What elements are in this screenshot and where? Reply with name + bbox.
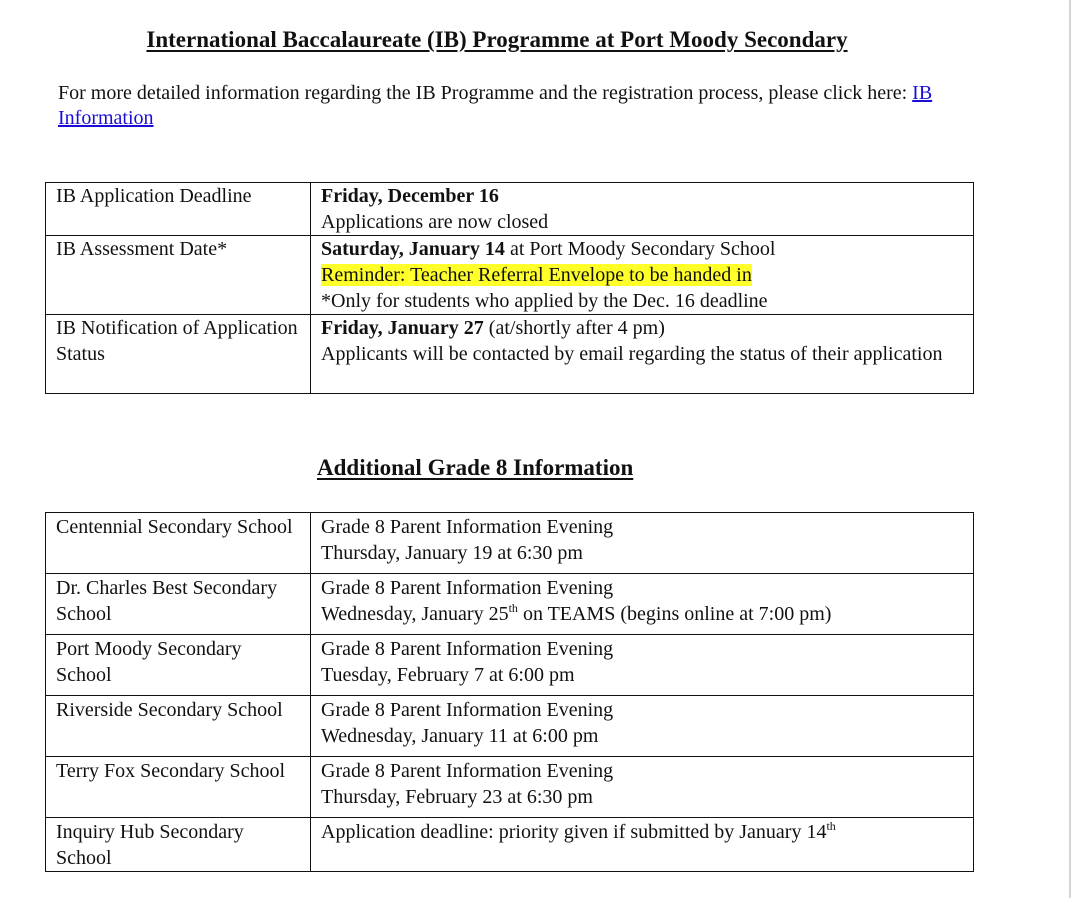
section-title: Additional Grade 8 Information [317, 455, 634, 480]
row-label: IB Assessment Date* [46, 236, 311, 315]
notification-date: Friday, January 27 [321, 317, 484, 339]
event-details [311, 574, 974, 635]
event-date: Wednesday, January 25 [321, 603, 509, 625]
school-name: Dr. Charles Best Secondary School [46, 574, 311, 635]
assessment-location: at Port Moody Secondary School [504, 238, 776, 260]
event-time: Tuesday, February 7 at 6:00 pm [321, 664, 575, 686]
application-deadline: Application deadline: priority given if submitted by January 14 [321, 821, 827, 843]
grade8-info-table [45, 512, 974, 872]
event-time [321, 603, 831, 625]
intro-text: For more detailed information regarding the IB Programme and the registration process, please click here: [58, 82, 908, 104]
ib-dates-table [45, 182, 974, 394]
event-details [311, 757, 974, 818]
table-row [46, 574, 974, 635]
ib-information-link[interactable]: IB Information [58, 82, 933, 129]
school-name: Terry Fox Secondary School [46, 757, 311, 818]
event-details [311, 818, 974, 872]
event-name: Grade 8 Parent Information Evening [321, 516, 614, 538]
table-row [46, 183, 974, 236]
row-details [311, 183, 974, 236]
notification-note: Applicants will be contacted by email regarding the status of their application [321, 343, 943, 365]
row-details [311, 315, 974, 394]
table-row [46, 635, 974, 696]
school-name: Inquiry Hub Secondary School [46, 818, 311, 872]
assessment-note: *Only for students who applied by the Dec. 16 deadline [321, 290, 768, 312]
assessment-date: Saturday, January 14 [321, 238, 505, 260]
reminder-highlight: Reminder: Teacher Referral Envelope to be handed in [321, 264, 752, 286]
deadline-status: Applications are now closed [321, 211, 549, 233]
event-time: Thursday, January 19 at 6:30 pm [321, 542, 583, 564]
notification-time: (at/shortly after 4 pm) [483, 317, 665, 339]
table-row [46, 818, 974, 872]
school-name: Riverside Secondary School [46, 696, 311, 757]
ordinal-suffix: th [826, 819, 836, 833]
event-name: Grade 8 Parent Information Evening [321, 638, 614, 660]
table-row [46, 513, 974, 574]
event-time: Thursday, February 23 at 6:30 pm [321, 786, 593, 808]
ordinal-suffix: th [508, 601, 518, 615]
event-name: Grade 8 Parent Information Evening [321, 577, 614, 599]
event-details [311, 513, 974, 574]
table-row [46, 757, 974, 818]
school-name: Port Moody Secondary School [46, 635, 311, 696]
event-name: Grade 8 Parent Information Evening [321, 699, 614, 721]
deadline-date: Friday, December 16 [321, 185, 499, 207]
school-name: Centennial Secondary School [46, 513, 311, 574]
event-details [311, 635, 974, 696]
event-details [311, 696, 974, 757]
event-time: Wednesday, January 11 at 6:00 pm [321, 725, 599, 747]
intro-paragraph [58, 81, 958, 131]
row-label: IB Application Deadline [46, 183, 311, 236]
row-details [311, 236, 974, 315]
event-platform: on TEAMS (begins online at 7:00 pm) [517, 603, 832, 625]
event-name: Grade 8 Parent Information Evening [321, 760, 614, 782]
table-row [46, 696, 974, 757]
table-row [46, 315, 974, 394]
table-row [46, 236, 974, 315]
page-title: International Baccalaureate (IB) Programme at Port Moody Secondary [146, 27, 848, 52]
row-label: IB Notification of Application Status [46, 315, 311, 394]
